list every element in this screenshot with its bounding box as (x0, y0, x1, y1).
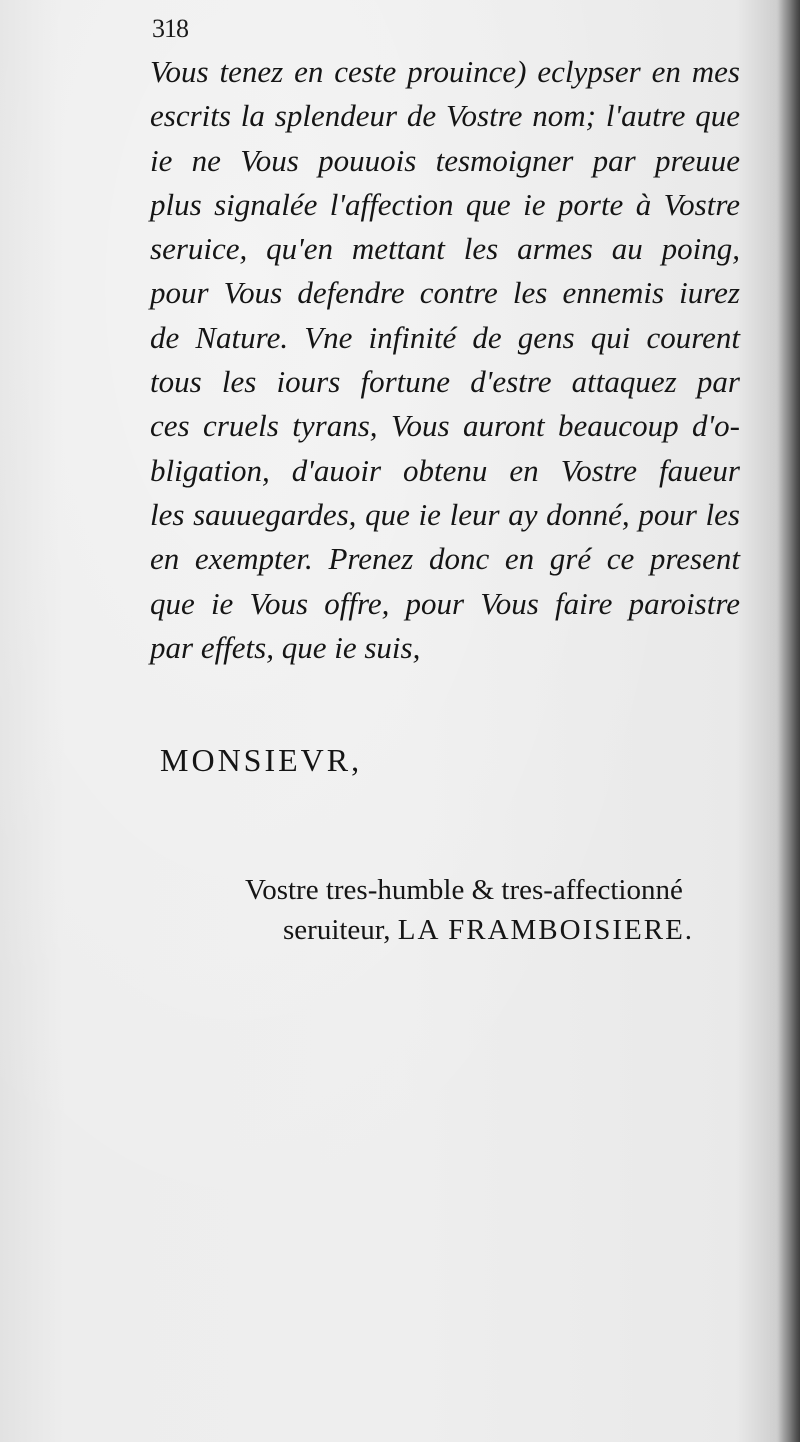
text-line: tous les iours fortune d'estre attaquez par (150, 364, 740, 400)
text-line: les sauuegardes, que ie leur ay donné, pour les (150, 496, 740, 532)
text-line: pour Vous defendre contre les ennemis iurez (150, 275, 740, 311)
closing-line (245, 910, 735, 950)
text-line: en exempter. Prenez donc en gré ce present (150, 541, 740, 577)
page-number: 318 (152, 14, 188, 43)
text-line: ie ne Vous pouuois tesmoigner par preuue (150, 142, 740, 178)
text-line: Vous tenez en ceste prouince) eclypser en mes (150, 54, 740, 89)
text-line: bligation, d'auoir obtenu en Vostre faueur (150, 452, 740, 488)
text-line: escrits la splendeur de Vostre nom; l'autre que (150, 98, 740, 134)
text-line: seruice, qu'en mettant les armes au poing, (150, 231, 740, 267)
dedication-body (150, 50, 740, 670)
closing-line: Vostre tres-humble & tres-affectionné (245, 874, 683, 906)
text-line: que ie Vous offre, pour Vous faire paroistre (150, 585, 740, 621)
text-line: de Nature. Vne infinité de gens qui courent (150, 319, 740, 355)
salutation: MONSIEVR, (160, 742, 363, 778)
closing-signature-block (245, 870, 735, 950)
text-line: ces cruels tyrans, Vous auront beaucoup d'o- (150, 408, 740, 444)
page-edge-shadow (778, 0, 800, 1442)
text-line: plus signalée l'affection que ie porte à Vostre (150, 186, 740, 222)
closing-prefix: seruiteur, (283, 914, 391, 946)
text-line: par effets, que ie suis, (150, 629, 421, 665)
author-signature: LA FRAMBOISIERE. (397, 914, 695, 946)
